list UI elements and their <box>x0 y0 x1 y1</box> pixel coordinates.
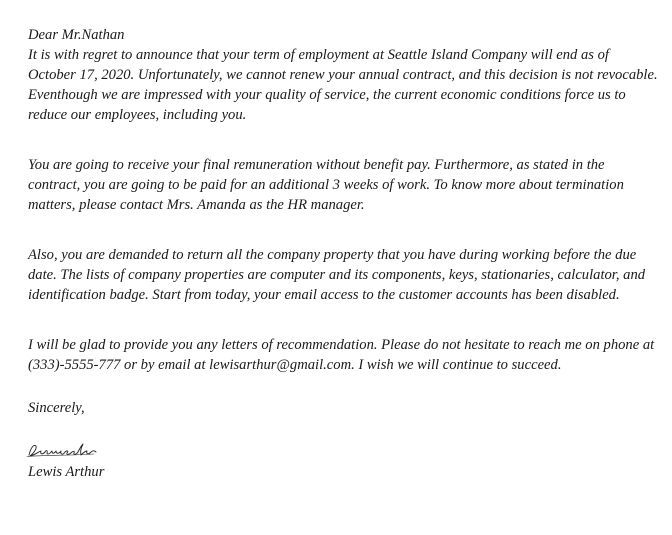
letter-body <box>28 25 658 482</box>
paragraph-recommendation: I will be glad to provide you any letters of recommendation. Please do not hesitate to reach me on phone at (333)-5555-777 or by email at lewisarthur@gmail.com. I wish we will continue to succeed. <box>28 337 655 373</box>
signer-name: Lewis Arthur <box>28 464 105 480</box>
paragraph-company-property: Also, you are demanded to return all the company property that you have during working before the due date. The lists of company properties are computer and its components, keys, stationaries, calculator, and identification badge. Start from today, your email access to the customer accounts has been disabled. <box>28 247 646 303</box>
paragraph-remuneration: You are going to receive your final remuneration without benefit pay. Furthermore, as stated in the contract, you are going to be paid for an additional 3 weeks of work. To know more about termination matters, please contact Mrs. Amanda as the HR manager. <box>28 157 624 213</box>
closing: Sincerely, <box>28 400 85 416</box>
paragraph-termination-notice: It is with regret to announce that your term of employment at Seattle Island Company will end as of October 17, 2020. Unfortunately, we cannot renew your annual contract, and this decision is not revocable. Eventhough we are impressed with your quality of service, the current economic conditions force us to reduce our employees, including you. <box>28 47 658 123</box>
handwritten-signature <box>28 442 658 464</box>
salutation: Dear Mr.Nathan <box>28 27 125 43</box>
signature-image <box>26 442 98 460</box>
